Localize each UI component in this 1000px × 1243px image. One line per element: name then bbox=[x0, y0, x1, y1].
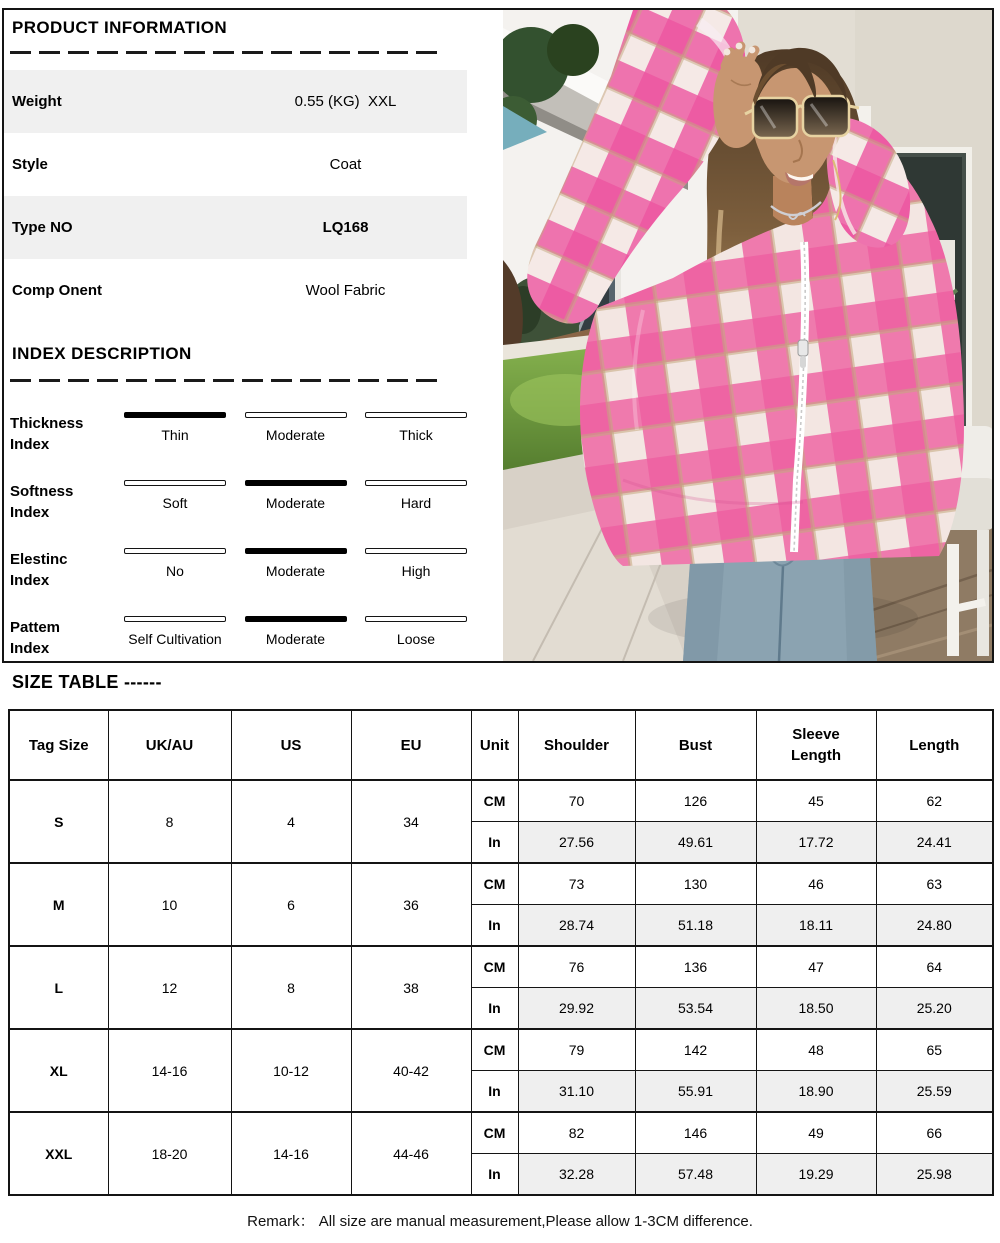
us-cell: 10-12 bbox=[231, 1029, 351, 1112]
sleeve-cm: 48 bbox=[756, 1029, 876, 1071]
product-info-panel bbox=[4, 10, 503, 661]
index-rows bbox=[10, 402, 467, 674]
col-header-sleeve-length: Sleeve Length bbox=[756, 710, 876, 780]
sleeve-cm: 47 bbox=[756, 946, 876, 988]
length-in: 25.20 bbox=[876, 988, 993, 1030]
product-photo bbox=[503, 10, 992, 661]
spec-value: Wool Fabric bbox=[305, 282, 386, 299]
col-header-bust: Bust bbox=[635, 710, 756, 780]
shoulder-in: 28.74 bbox=[518, 905, 635, 947]
sleeve-in: 17.72 bbox=[756, 822, 876, 864]
length-cm: 64 bbox=[876, 946, 993, 988]
shoulder-in: 32.28 bbox=[518, 1154, 635, 1196]
spec-label: Style bbox=[12, 156, 48, 173]
bust-cm: 130 bbox=[635, 863, 756, 905]
size-table bbox=[8, 709, 994, 1196]
index-option-label: Moderate bbox=[265, 427, 326, 443]
length-cm: 63 bbox=[876, 863, 993, 905]
index-bar bbox=[124, 480, 226, 486]
index-bar bbox=[124, 616, 226, 622]
bust-in: 55.91 bbox=[635, 1071, 756, 1113]
bust-cm: 146 bbox=[635, 1112, 756, 1154]
index-option bbox=[245, 616, 347, 672]
index-option bbox=[245, 412, 347, 468]
index-bar bbox=[365, 480, 467, 486]
bust-cm: 126 bbox=[635, 780, 756, 822]
tag-size-cell: M bbox=[9, 863, 108, 946]
us-cell: 4 bbox=[231, 780, 351, 863]
unit-cell: CM bbox=[471, 863, 518, 905]
size-row-xxl-cm bbox=[9, 1112, 993, 1154]
index-option bbox=[124, 412, 226, 468]
unit-cell: CM bbox=[471, 780, 518, 822]
index-row-label: Elestinc Index bbox=[10, 551, 68, 589]
us-cell: 14-16 bbox=[231, 1112, 351, 1195]
unit-cell: In bbox=[471, 1071, 518, 1113]
product-photo-illustration bbox=[503, 10, 992, 661]
index-bar bbox=[245, 480, 347, 486]
index-row-softness bbox=[10, 470, 467, 536]
index-option bbox=[365, 616, 467, 672]
shoulder-in: 29.92 bbox=[518, 988, 635, 1030]
index-option-label: Self Cultivation bbox=[128, 631, 222, 647]
index-bar bbox=[245, 616, 347, 622]
unit-cell: In bbox=[471, 822, 518, 864]
index-row-pattern bbox=[10, 606, 467, 672]
bust-in: 51.18 bbox=[635, 905, 756, 947]
spec-row-type-no bbox=[4, 196, 467, 259]
col-header-length: Length bbox=[876, 710, 993, 780]
spec-label: Comp Onent bbox=[12, 282, 102, 299]
size-row-s-cm bbox=[9, 780, 993, 822]
index-bar bbox=[245, 412, 347, 418]
unit-cell: CM bbox=[471, 946, 518, 988]
sleeve-cm: 45 bbox=[756, 780, 876, 822]
spec-row-weight bbox=[4, 70, 467, 133]
us-cell: 6 bbox=[231, 863, 351, 946]
index-row-label: Pattem Index bbox=[10, 619, 61, 657]
tag-size-cell: XXL bbox=[9, 1112, 108, 1195]
ukau-cell: 12 bbox=[108, 946, 231, 1029]
index-options bbox=[124, 402, 467, 468]
shoulder-cm: 76 bbox=[518, 946, 635, 988]
index-option bbox=[245, 548, 347, 604]
bust-in: 49.61 bbox=[635, 822, 756, 864]
shoulder-cm: 82 bbox=[518, 1112, 635, 1154]
col-header-us: US bbox=[231, 710, 351, 780]
index-row-label: Softness Index bbox=[10, 483, 74, 521]
tag-size-cell: L bbox=[9, 946, 108, 1029]
length-in: 24.80 bbox=[876, 905, 993, 947]
index-bar bbox=[365, 616, 467, 622]
bust-in: 57.48 bbox=[635, 1154, 756, 1196]
index-row-thickness bbox=[10, 402, 467, 468]
index-bar bbox=[365, 548, 467, 554]
index-options bbox=[124, 470, 467, 536]
size-row-m-cm bbox=[9, 863, 993, 905]
spec-label: Weight bbox=[12, 93, 62, 110]
col-header-uk-au: UK/AU bbox=[108, 710, 231, 780]
spec-rows bbox=[4, 70, 467, 322]
dashed-divider bbox=[10, 51, 442, 54]
product-info-frame bbox=[2, 8, 994, 663]
index-option bbox=[124, 548, 226, 604]
length-cm: 66 bbox=[876, 1112, 993, 1154]
shoulder-in: 27.56 bbox=[518, 822, 635, 864]
index-option bbox=[245, 480, 347, 536]
bust-cm: 136 bbox=[635, 946, 756, 988]
index-options bbox=[124, 606, 467, 672]
unit-cell: CM bbox=[471, 1112, 518, 1154]
index-option-label: High bbox=[401, 563, 431, 579]
col-header-unit: Unit bbox=[471, 710, 518, 780]
remark-text: Remark： All size are manual measurement,Please allow 1-3CM difference. bbox=[247, 1213, 753, 1230]
index-option bbox=[124, 616, 226, 672]
sleeve-in: 18.50 bbox=[756, 988, 876, 1030]
index-options bbox=[124, 538, 467, 604]
shoulder-cm: 70 bbox=[518, 780, 635, 822]
length-cm: 62 bbox=[876, 780, 993, 822]
sleeve-in: 18.90 bbox=[756, 1071, 876, 1113]
index-row-label: Thickness Index bbox=[10, 415, 84, 453]
spec-value: Coat bbox=[329, 156, 362, 173]
ukau-cell: 8 bbox=[108, 780, 231, 863]
eu-cell: 40-42 bbox=[351, 1029, 471, 1112]
dashed-divider bbox=[10, 379, 442, 382]
shoulder-cm: 79 bbox=[518, 1029, 635, 1071]
spec-value: 0.55 (KG) XXL bbox=[294, 93, 397, 110]
sleeve-in: 18.11 bbox=[756, 905, 876, 947]
ukau-cell: 14-16 bbox=[108, 1029, 231, 1112]
bust-cm: 142 bbox=[635, 1029, 756, 1071]
spec-label: Type NO bbox=[12, 219, 73, 236]
shoulder-cm: 73 bbox=[518, 863, 635, 905]
col-header-eu: EU bbox=[351, 710, 471, 780]
size-row-l-cm bbox=[9, 946, 993, 988]
index-description-title: INDEX DESCRIPTION bbox=[12, 344, 192, 363]
col-header-shoulder: Shoulder bbox=[518, 710, 635, 780]
ukau-cell: 10 bbox=[108, 863, 231, 946]
index-bar bbox=[124, 548, 226, 554]
spec-row-style bbox=[4, 133, 467, 196]
eu-cell: 44-46 bbox=[351, 1112, 471, 1195]
unit-cell: CM bbox=[471, 1029, 518, 1071]
col-header-tag-size: Tag Size bbox=[9, 710, 108, 780]
index-option bbox=[124, 480, 226, 536]
unit-cell: In bbox=[471, 1154, 518, 1196]
eu-cell: 38 bbox=[351, 946, 471, 1029]
tag-size-cell: S bbox=[9, 780, 108, 863]
eu-cell: 34 bbox=[351, 780, 471, 863]
index-option-label: No bbox=[166, 563, 184, 579]
index-option bbox=[365, 548, 467, 604]
ukau-cell: 18-20 bbox=[108, 1112, 231, 1195]
length-in: 25.59 bbox=[876, 1071, 993, 1113]
index-option bbox=[365, 480, 467, 536]
index-option-label: Hard bbox=[400, 495, 432, 511]
index-option bbox=[365, 412, 467, 468]
sleeve-in: 19.29 bbox=[756, 1154, 876, 1196]
size-table-header-row bbox=[9, 710, 993, 780]
index-option-label: Moderate bbox=[265, 563, 326, 579]
length-cm: 65 bbox=[876, 1029, 993, 1071]
index-option-label: Moderate bbox=[265, 631, 326, 647]
size-row-xl-cm bbox=[9, 1029, 993, 1071]
us-cell: 8 bbox=[231, 946, 351, 1029]
spec-row-component bbox=[4, 259, 467, 322]
spec-value: LQ168 bbox=[322, 219, 369, 236]
index-bar bbox=[365, 412, 467, 418]
size-table-title: SIZE TABLE ------ bbox=[12, 672, 162, 692]
tag-size-cell: XL bbox=[9, 1029, 108, 1112]
length-in: 24.41 bbox=[876, 822, 993, 864]
shoulder-in: 31.10 bbox=[518, 1071, 635, 1113]
index-bar bbox=[245, 548, 347, 554]
eu-cell: 36 bbox=[351, 863, 471, 946]
sleeve-cm: 46 bbox=[756, 863, 876, 905]
product-information-title: PRODUCT INFORMATION bbox=[12, 18, 228, 37]
index-option-label: Soft bbox=[162, 495, 188, 511]
index-bar bbox=[124, 412, 226, 418]
sleeve-cm: 49 bbox=[756, 1112, 876, 1154]
index-option-label: Loose bbox=[396, 631, 436, 647]
unit-cell: In bbox=[471, 988, 518, 1030]
index-row-elastic bbox=[10, 538, 467, 604]
bust-in: 53.54 bbox=[635, 988, 756, 1030]
index-option-label: Moderate bbox=[265, 495, 326, 511]
unit-cell: In bbox=[471, 905, 518, 947]
length-in: 25.98 bbox=[876, 1154, 993, 1196]
index-option-label: Thin bbox=[161, 427, 189, 443]
index-option-label: Thick bbox=[399, 427, 433, 443]
